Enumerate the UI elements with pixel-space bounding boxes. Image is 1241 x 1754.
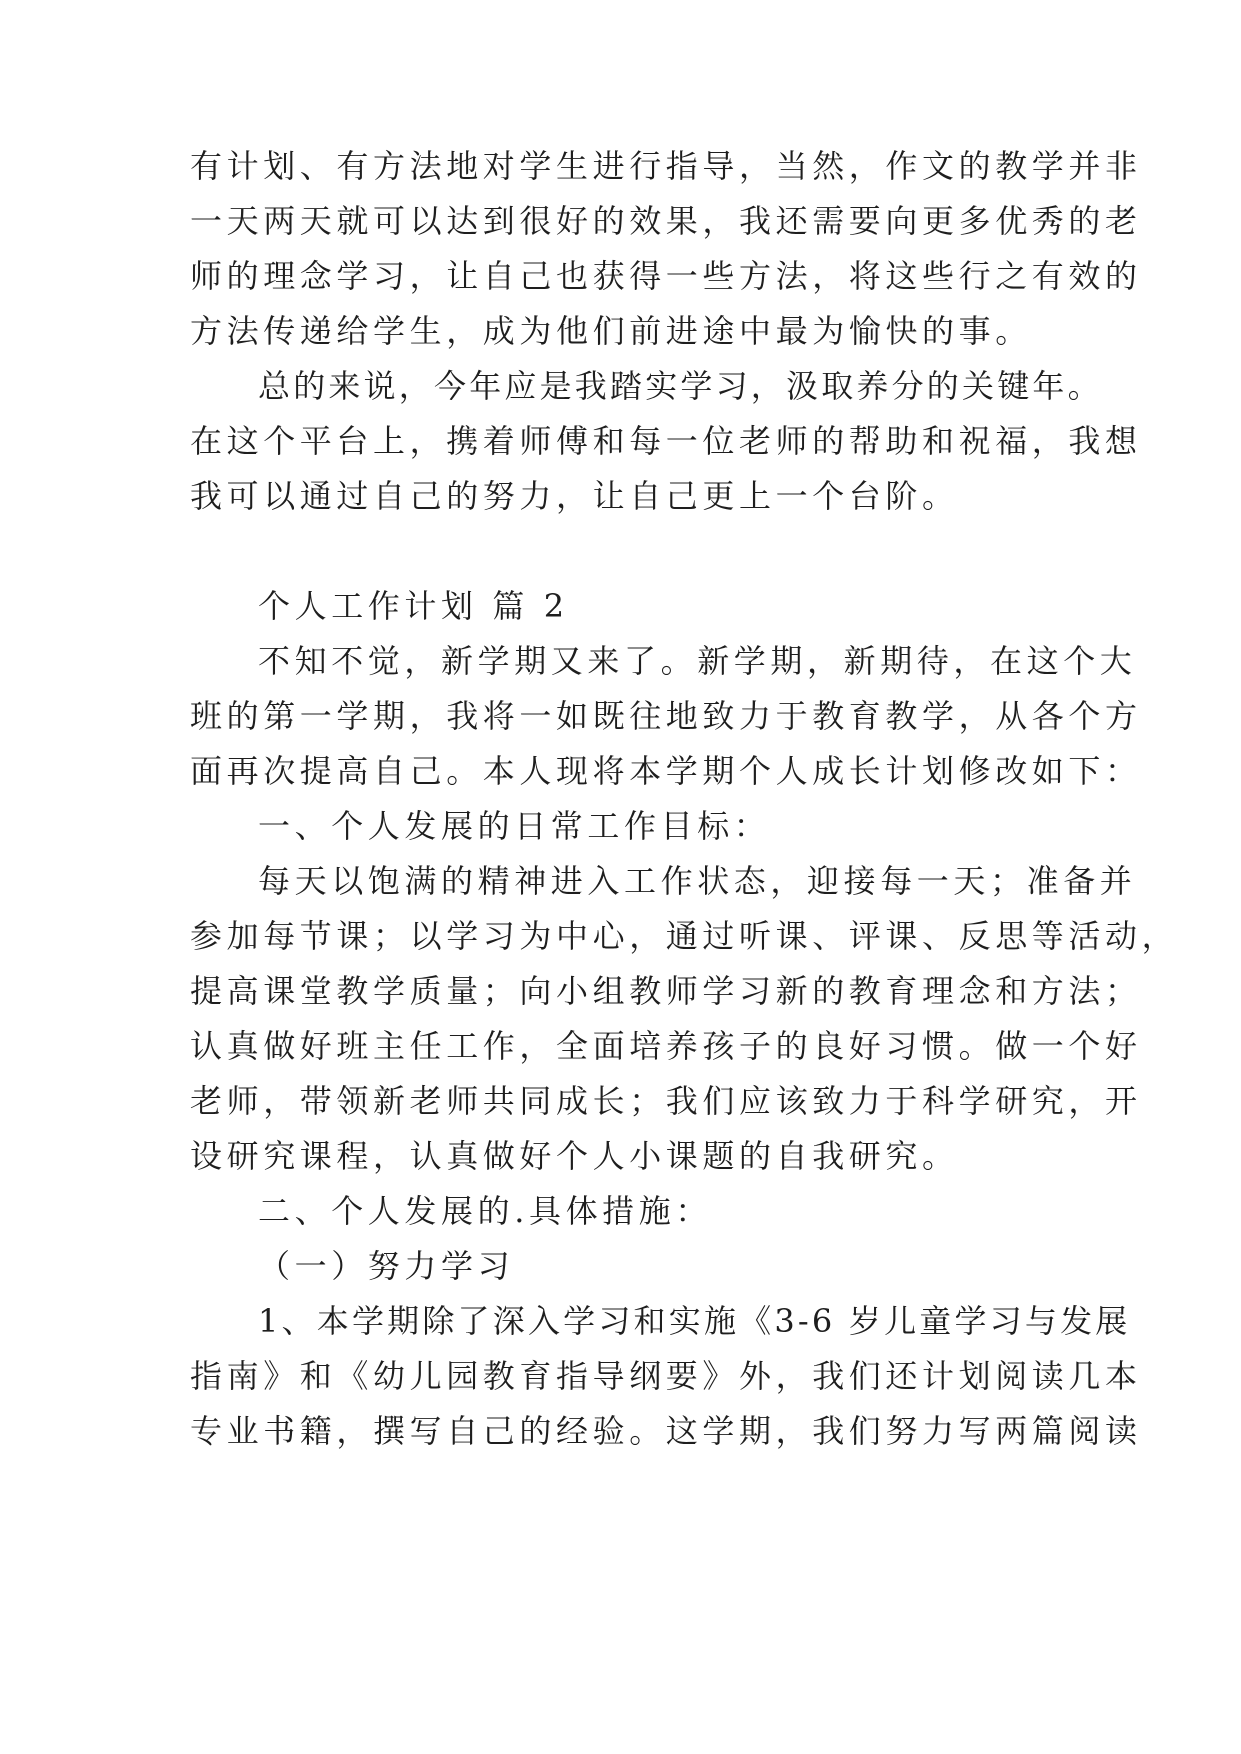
body-line: 方法传递给学生，成为他们前进途中最为愉快的事。	[190, 312, 1032, 350]
body-line: 老师，带领新老师共同成长；我们应该致力于科学研究，开	[190, 1082, 1142, 1120]
body-line: 提高课堂教学质量；向小组教师学习新的教育理念和方法；	[190, 972, 1142, 1010]
body-line: 班的第一学期，我将一如既往地致力于教育教学，从各个方	[190, 697, 1142, 735]
body-line: 在这个平台上，携着师傅和每一位老师的帮助和祝福，我想	[190, 422, 1142, 460]
body-line: 参加每节课；以学习为中心，通过听课、评课、反思等活动，	[190, 917, 1179, 955]
body-line: 设研究课程，认真做好个人小课题的自我研究。	[190, 1137, 959, 1175]
body-line: 专业书籍，撰写自己的经验。这学期，我们努力写两篇阅读	[190, 1412, 1142, 1450]
section-heading: 个人工作计划 篇 2	[258, 587, 569, 625]
body-line: 一天两天就可以达到很好的效果，我还需要向更多优秀的老	[190, 202, 1142, 240]
body-line: 面再次提高自己。本人现将本学期个人成长计划修改如下：	[190, 752, 1142, 790]
body-line: 认真做好班主任工作，全面培养孩子的良好习惯。做一个好	[190, 1027, 1142, 1065]
paragraph-first-line: 不知不觉，新学期又来了。新学期，新期待，在这个大	[258, 642, 1137, 680]
subheading: 二、个人发展的.具体措施：	[258, 1192, 712, 1230]
paragraph-first-line: 每天以饱满的精神进入工作状态，迎接每一天；准备并	[258, 862, 1137, 900]
body-line: 有计划、有方法地对学生进行指导，当然，作文的教学并非	[190, 147, 1142, 185]
body-line: 师的理念学习，让自己也获得一些方法，将这些行之有效的	[190, 257, 1142, 295]
body-line: 我可以通过自己的努力，让自己更上一个台阶。	[190, 477, 959, 515]
subheading: 一、个人发展的日常工作目标：	[258, 807, 771, 845]
body-line: 指南》和《幼儿园教育指导纲要》外，我们还计划阅读几本	[190, 1357, 1142, 1395]
subheading: （一）努力学习	[258, 1247, 515, 1285]
paragraph-first-line: 总的来说，今年应是我踏实学习，汲取养分的关键年。	[258, 367, 1103, 405]
paragraph-first-line: 1、本学期除了深入学习和实施《3-6 岁儿童学习与发展	[258, 1302, 1131, 1340]
